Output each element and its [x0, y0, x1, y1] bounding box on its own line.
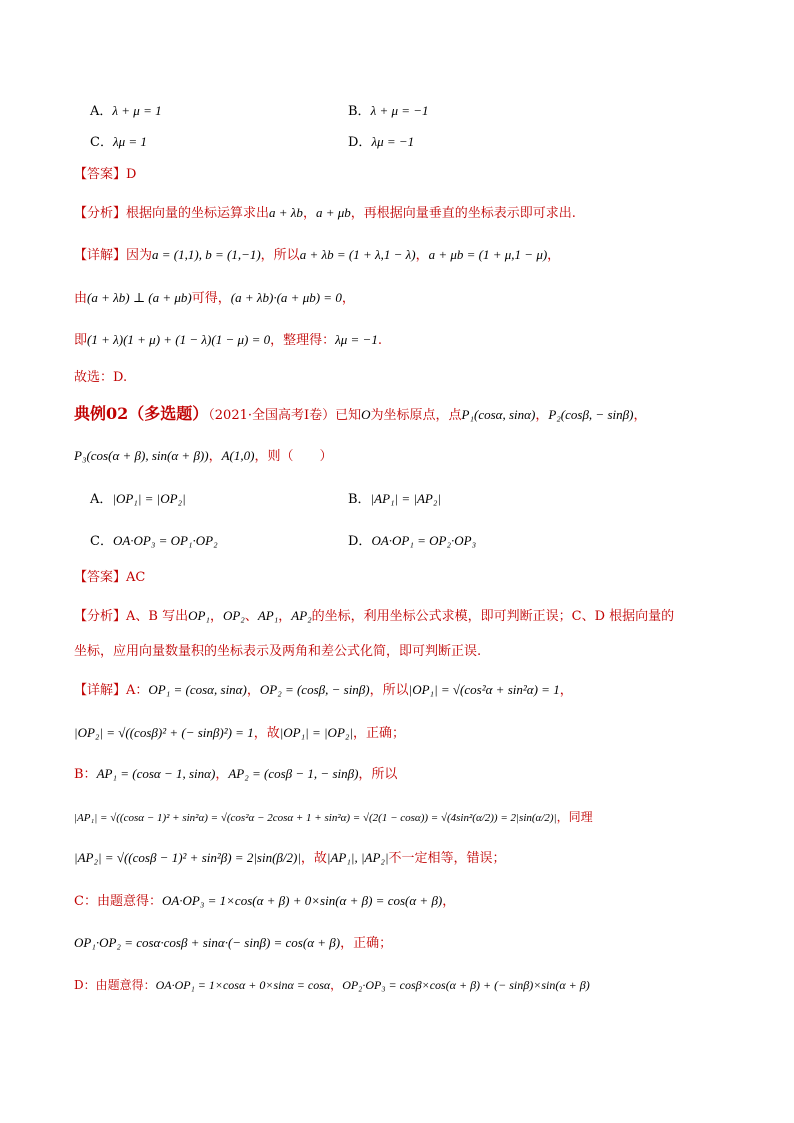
option-expr: |OP₁| = |OP₂|	[112, 491, 186, 506]
intro-text: ，则（ ）	[254, 449, 333, 464]
q1-detail-line-2	[74, 287, 355, 310]
analysis-text: ，	[302, 206, 316, 221]
detail-text: ，	[215, 767, 229, 782]
detail-text: ，故	[253, 726, 280, 741]
detail-text: ，	[246, 683, 260, 698]
detail-text: ，整理得：	[270, 333, 336, 348]
q2-analysis-line-2	[74, 641, 481, 663]
answer-value: AC	[126, 570, 146, 585]
option-label: A．	[90, 104, 113, 119]
math-expr: P₂(cosβ, − sinβ)	[548, 407, 634, 422]
detail-text: ，	[559, 683, 573, 698]
detail-text: ，	[341, 291, 355, 306]
math-expr: OP₁·OP₂ = cosα·cosβ + sinα·(− sinβ) = cos(α + β)	[74, 935, 341, 950]
math-expr: P₃(cos(α + β), sin(α + β))	[74, 448, 209, 463]
analysis-text: 根据向量的坐标运算求出	[126, 206, 270, 221]
analysis-text: A、B 写出	[126, 609, 189, 624]
math-expr: (1 + λ)(1 + μ) + (1 − λ)(1 − μ) = 0	[87, 332, 271, 347]
intro-text: ，	[535, 408, 549, 423]
math-expr: (a + λb) ⊥ (a + μb)	[87, 290, 192, 305]
math-expr: OP₂	[222, 608, 245, 623]
q1-option-c	[90, 131, 147, 154]
q2-detail-b-line-1	[74, 763, 397, 786]
math-expr: |AP₂| = √((cosβ − 1)² + sin²β) = 2|sin(β/2)|	[74, 850, 301, 865]
q2-detail-c-line-1	[74, 890, 455, 913]
q2-answer	[74, 567, 145, 589]
intro-text: ，	[633, 408, 647, 423]
option-expr: λ + μ = −1	[370, 103, 429, 118]
detail-text: 可得，	[191, 291, 231, 306]
answer-value: D	[126, 167, 137, 182]
math-expr: AP₁	[257, 608, 279, 623]
analysis-tag: 【分析】	[74, 206, 127, 221]
option-expr: λ + μ = 1	[112, 103, 162, 118]
q1-option-b	[348, 100, 429, 123]
q2-option-d	[348, 530, 476, 553]
q2-detail-d-line-1	[74, 974, 590, 996]
detail-text: D：由题意得：	[74, 978, 156, 992]
q1-option-d	[348, 131, 414, 154]
option-label: C．	[90, 534, 113, 549]
detail-text: ，	[330, 978, 343, 992]
math-expr: OP₂ = (cosβ, − sinβ)	[259, 682, 370, 697]
math-expr: O	[361, 407, 371, 422]
option-expr: λμ = −1	[371, 134, 415, 149]
math-expr: |OP₁| = |OP₂|	[279, 725, 353, 740]
q2-detail-a-line-1	[74, 679, 573, 702]
detail-text: ，正确；	[352, 726, 405, 741]
detail-tag: 【详解】	[74, 683, 127, 698]
detail-text: .	[377, 333, 382, 348]
detail-text: ，	[415, 248, 429, 263]
example-heading: 典例02（多选题）	[74, 404, 209, 423]
math-expr: |AP₁|, |AP₂|	[326, 850, 389, 865]
q1-analysis	[74, 202, 576, 225]
math-expr: AP₂	[291, 608, 312, 623]
detail-text: 由	[74, 291, 88, 306]
option-label: A．	[90, 492, 113, 507]
detail-text: ，所以	[369, 683, 409, 698]
detail-text: ，	[442, 894, 456, 909]
math-expr: OA·OP₁ = 1×cosα + 0×sinα = cosα	[155, 978, 331, 992]
detail-text: ，正确；	[340, 936, 393, 951]
detail-text: B：	[74, 767, 97, 782]
q2-intro-line-1	[74, 403, 646, 427]
option-label: B．	[348, 104, 371, 119]
detail-text: ，	[547, 248, 561, 263]
math-expr: (a + λb)·(a + μb) = 0	[230, 290, 342, 305]
math-expr: AP₁ = (cosα − 1, sinα)	[96, 766, 216, 781]
analysis-tag: 【分析】	[74, 609, 127, 624]
math-expr: OP₁ = (cosα, sinα)	[148, 682, 247, 697]
option-label: D．	[348, 534, 372, 549]
q1-choose	[74, 367, 127, 389]
analysis-text: 、	[244, 609, 258, 624]
analysis-text: 坐标，应用向量数量积的坐标表示及两角和差公式化简，即可判断正误.	[74, 644, 482, 659]
detail-text: 即	[74, 333, 88, 348]
q2-option-c	[90, 530, 218, 553]
detail-text: ，故	[300, 851, 327, 866]
math-expr: A(1,0)	[221, 448, 255, 463]
option-expr: λμ = 1	[112, 134, 147, 149]
detail-text: ，所以	[358, 767, 398, 782]
option-label: C．	[90, 135, 113, 150]
intro-text: ，	[208, 449, 222, 464]
intro-text: 为坐标原点，点	[370, 408, 462, 423]
q2-detail-b-line-3	[74, 847, 506, 870]
detail-text: A：	[126, 683, 149, 698]
math-expr: a + λb = (1 + λ,1 − λ)	[299, 247, 416, 262]
math-expr: a + λb	[269, 205, 303, 220]
answer-tag: 【答案】	[74, 167, 127, 182]
math-expr: a + μb	[315, 205, 351, 220]
detail-tag: 【详解】	[74, 248, 127, 263]
option-label: D．	[348, 135, 372, 150]
math-expr: OP₂·OP₃ = cosβ×cos(α + β) + (− sinβ)×sin(α + β)	[342, 978, 590, 992]
math-expr: λμ = −1	[335, 332, 378, 347]
choose-text: 故选：D.	[74, 370, 128, 385]
math-expr: a + μb = (1 + μ,1 − μ)	[428, 247, 548, 262]
option-label: B．	[348, 492, 371, 507]
q2-analysis-line-1	[74, 605, 674, 628]
math-expr: OA·OP₃ = 1×cos(α + β) + 0×sin(α + β) = cos(α + β)	[161, 893, 443, 908]
q1-detail-line-3	[74, 329, 382, 352]
q2-option-b	[348, 488, 441, 511]
analysis-text: ，	[209, 609, 223, 624]
detail-text: C：由题意得：	[74, 894, 162, 909]
detail-text: ，所以	[260, 248, 300, 263]
option-expr: OA·OP₃ = OP₁·OP₂	[112, 533, 218, 548]
detail-text: ，同理	[556, 810, 593, 824]
detail-text: 不一定相等，错误；	[388, 851, 506, 866]
math-expr: P₁(cosα, sinα)	[461, 407, 536, 422]
intro-text: （2021·全国高考Ⅰ卷）已知	[208, 408, 362, 423]
option-expr: |AP₁| = |AP₂|	[370, 491, 441, 506]
q2-detail-a-line-2	[74, 722, 405, 745]
q2-option-a	[90, 488, 186, 511]
q1-option-a	[90, 100, 162, 123]
detail-text: 因为	[126, 248, 153, 263]
option-expr: OA·OP₁ = OP₂·OP₃	[371, 533, 477, 548]
q2-intro-line-2	[74, 445, 332, 468]
math-expr: a = (1,1), b = (1,−1)	[152, 247, 261, 262]
analysis-text: ，再根据向量垂直的坐标表示即可求出.	[350, 206, 576, 221]
math-expr: |AP₁| = √((cosα − 1)² + sin²α) = √(cos²α − 2cosα + 1 + sin²α) = √(2(1 − cosα)) = √(4sin²(α/2)) = 2|sin(α/2)|	[74, 812, 557, 824]
analysis-text: ，	[278, 609, 292, 624]
answer-tag: 【答案】	[74, 570, 127, 585]
q2-detail-c-line-2	[74, 932, 392, 955]
analysis-text: 的坐标，利用坐标公式求模，即可判断正误；C、D 根据向量的	[311, 609, 675, 624]
q1-detail-line-1	[74, 244, 560, 267]
math-expr: |OP₁| = √(cos²α + sin²α) = 1	[408, 682, 560, 697]
q1-answer	[74, 164, 136, 186]
math-expr: |OP₂| = √((cosβ)² + (− sinβ)²) = 1	[74, 725, 254, 740]
math-expr: AP₂ = (cosβ − 1, − sinβ)	[228, 766, 359, 781]
q2-detail-b-line-2	[74, 806, 593, 829]
math-expr: OP₁	[188, 608, 210, 623]
